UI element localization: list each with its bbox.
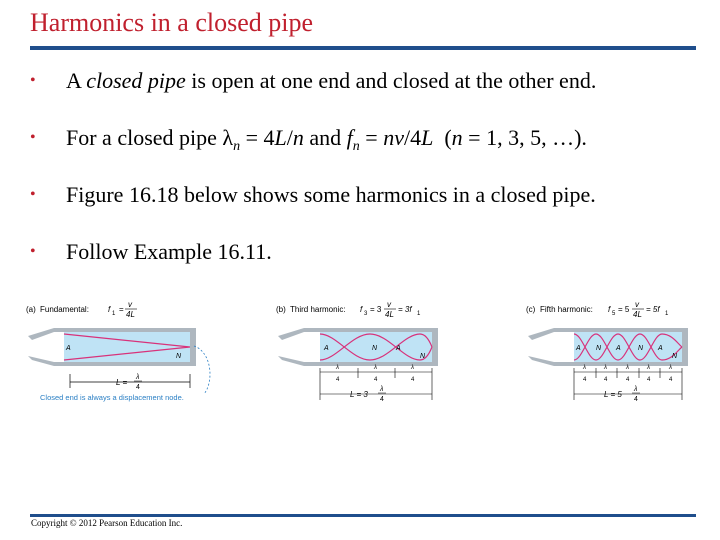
bullet-figure-reference [30, 180, 710, 237]
frac-den: 4 [336, 377, 340, 383]
pipe-lip-top [528, 328, 554, 340]
freq-sub: 1 [417, 311, 421, 317]
pipe-lip-bottom [528, 356, 554, 366]
frac-den: 4L [633, 310, 642, 319]
bullet-example-reference [30, 237, 710, 294]
subscript: n [233, 139, 241, 154]
antinode-label: A [324, 345, 329, 352]
frac-num: v [128, 300, 132, 309]
frac-num: λ [583, 365, 586, 371]
pipe-wall-bottom [304, 362, 436, 366]
figure-third-harmonic [274, 292, 454, 412]
harmonic-name: Fundamental: [40, 305, 89, 314]
antinode-label: A [616, 345, 621, 352]
freq-sub: 3 [364, 311, 368, 317]
frac-num: v [635, 300, 639, 309]
text: For a closed pipe [66, 125, 223, 150]
quarter-wave-ticks [320, 368, 432, 400]
antinode-label: A [66, 345, 71, 352]
pipe-closed-end [432, 328, 438, 366]
frac-num: λ [136, 374, 140, 381]
freq-sub: 1 [112, 311, 116, 317]
pipe-wall-bottom [554, 362, 686, 366]
frac-den: 4 [411, 377, 415, 383]
harmonic-name: Fifth harmonic: [540, 305, 593, 314]
frac-num: λ [336, 365, 339, 371]
lambda-symbol: λ [222, 125, 234, 150]
node-label: N [672, 353, 678, 360]
frac-num: λ [411, 365, 414, 371]
node-label: N [596, 345, 602, 352]
antinode-label: A [396, 345, 401, 352]
text: /4 [403, 125, 422, 150]
bullet-dot: • [30, 129, 36, 146]
frac-den: 4 [380, 396, 384, 403]
freq-f: f [108, 305, 111, 314]
length-eq: L = [116, 378, 128, 387]
frac-num: λ [626, 365, 629, 371]
node-label: N [638, 345, 644, 352]
pipe-wall-top [54, 328, 194, 332]
var: n [451, 125, 463, 150]
figure-fifth-harmonic [524, 292, 704, 412]
text: Figure 16.18 below shows some harmonics in a closed pipe. [66, 182, 596, 207]
eq2: = 3f [398, 305, 412, 314]
eq: = [119, 305, 124, 314]
frac-den: 4 [634, 396, 638, 403]
bullet-list [30, 66, 710, 294]
node-label: N [372, 345, 378, 352]
copyright-notice: Copyright © 2012 Pearson Education Inc. [31, 518, 183, 528]
antinode-label: A [658, 345, 663, 352]
harmonic-name: Third harmonic: [290, 305, 346, 314]
var: f [346, 125, 353, 150]
third-harmonic-diagram [274, 292, 454, 412]
freq-sub: 5 [612, 311, 616, 317]
eq: = 3 [370, 305, 382, 314]
var: n [292, 125, 304, 150]
pipe-wall-top [304, 328, 436, 332]
subscript: n [352, 139, 360, 154]
fifth-harmonic-diagram [524, 292, 704, 412]
bullet-dot: • [30, 186, 36, 203]
frac-den: 4 [374, 377, 378, 383]
frac-num: λ [380, 386, 384, 393]
length-eq: L = 5 [604, 390, 622, 399]
text: A [66, 68, 87, 93]
panel-tag: (a) [26, 305, 36, 314]
frac-num: λ [604, 365, 607, 371]
frac-num: v [387, 300, 391, 309]
pipe-closed-end [682, 328, 688, 366]
text: ( [433, 125, 452, 150]
node-label: N [176, 353, 182, 360]
text: Follow Example 16.11. [66, 239, 272, 264]
text: is open at one end and closed at the other end. [185, 68, 597, 93]
frac-den: 4 [583, 377, 587, 383]
frac-den: 4 [669, 377, 673, 383]
bullet-dot: • [30, 72, 36, 89]
pipe-lip-bottom [28, 356, 54, 366]
var: nv [383, 125, 404, 150]
bullet-dot: • [30, 243, 36, 260]
eq: = 5 [618, 305, 630, 314]
bullet-closed-pipe-definition [30, 66, 710, 123]
pipe-lip-bottom [278, 356, 304, 366]
frac-den: 4 [604, 377, 608, 383]
freq-f: f [608, 305, 611, 314]
pipe-wall-top [554, 328, 686, 332]
frac-den: 4 [647, 377, 651, 383]
text: and [303, 125, 347, 150]
var: L [421, 125, 434, 150]
closed-end-note: Closed end is always a displacement node. [40, 393, 184, 402]
bullet-formulas [30, 123, 710, 180]
pipe-lip-top [28, 328, 54, 340]
pipe-closed-end [190, 328, 196, 366]
freq-sub: 1 [665, 311, 669, 317]
var: L [274, 125, 287, 150]
length-eq: L = 3 [350, 390, 368, 399]
panel-tag: (b) [276, 305, 286, 314]
pipe-lip-top [278, 328, 304, 340]
antinode-label: A [576, 345, 581, 352]
slide-title: Harmonics in a closed pipe [30, 8, 314, 37]
frac-num: λ [634, 386, 638, 393]
frac-den: 4L [385, 310, 394, 319]
frac-den: 4L [126, 310, 135, 319]
frac-num: λ [669, 365, 672, 371]
node-label: N [420, 353, 426, 360]
footer-rule [30, 514, 696, 517]
freq-f: f [360, 305, 363, 314]
frac-num: λ [374, 365, 377, 371]
frac-den: 4 [136, 384, 140, 391]
quarter-wave-ticks [574, 368, 682, 400]
note-pointer [194, 346, 210, 394]
text: = [359, 125, 384, 150]
frac-den: 4 [626, 377, 630, 383]
fundamental-diagram [24, 292, 250, 412]
panel-tag: (c) [526, 305, 536, 314]
text: / [286, 125, 293, 150]
pipe-wall-bottom [54, 362, 194, 366]
text: = 4 [240, 125, 275, 150]
title-underline [30, 46, 696, 50]
frac-num: λ [647, 365, 650, 371]
text: = 1, 3, 5, …). [462, 125, 587, 150]
italic-term: closed pipe [86, 68, 186, 93]
figure-fundamental [24, 292, 250, 412]
air-column [574, 332, 682, 362]
eq2: = 5f [646, 305, 660, 314]
